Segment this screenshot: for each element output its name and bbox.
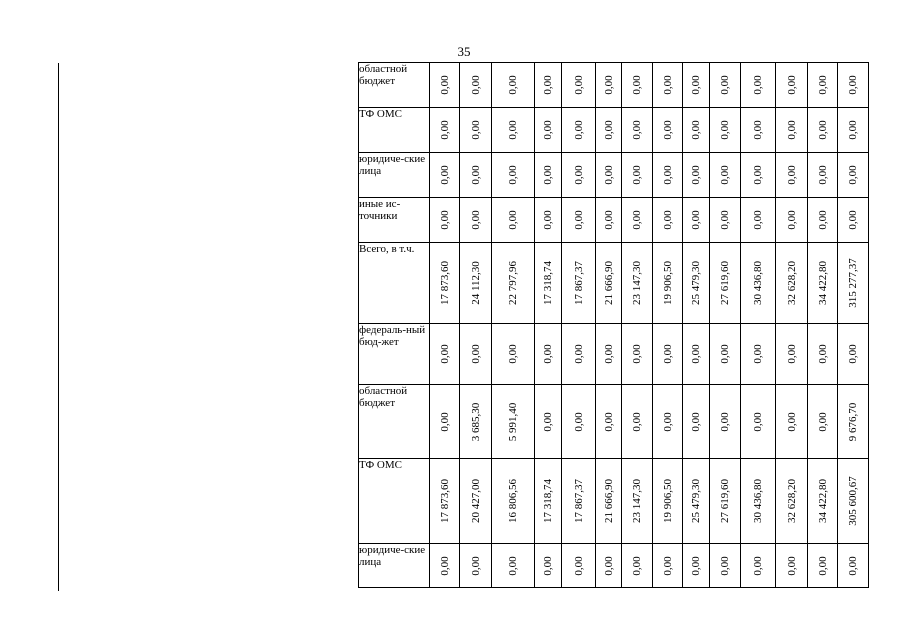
value-text: 0,00 [572,165,585,185]
value-text: 0,00 [542,120,554,140]
value-text: 0,00 [438,210,451,230]
value-text: 0,00 [847,75,859,95]
value-cell [653,153,683,198]
value-text: 0,00 [752,75,764,95]
value-cell [653,243,683,324]
value-text: 0,00 [438,411,451,432]
value-text: 0,00 [847,555,859,576]
value-text: 25 479,30 [690,261,702,305]
value-text: 0,00 [572,411,585,432]
value-cell [562,153,596,198]
value-cell [710,385,741,459]
row-label: областной бюджет [359,385,430,459]
value-text: 0,00 [542,555,554,576]
value-cell [838,243,869,324]
value-cell [430,108,460,153]
value-cell [622,243,653,324]
value-cell [596,108,622,153]
value-cell [741,108,776,153]
value-cell [596,198,622,243]
value-cell [776,544,808,588]
value-cell [596,153,622,198]
value-cell [741,324,776,385]
value-cell [653,544,683,588]
value-cell [492,63,535,108]
value-text: 32 628,20 [785,261,798,305]
value-cell [535,385,562,459]
value-text: 0,00 [719,411,731,432]
margin-line [58,63,59,591]
value-cell [596,63,622,108]
value-cell [776,108,808,153]
value-cell [430,243,460,324]
value-text: 0,00 [816,555,829,576]
value-cell [535,324,562,385]
value-text: 0,00 [602,411,615,432]
value-text: 0,00 [752,555,764,576]
value-cell [776,198,808,243]
value-cell [710,324,741,385]
value-cell [460,153,492,198]
value-cell [562,63,596,108]
value-cell [535,459,562,544]
value-cell [460,63,492,108]
value-cell [653,198,683,243]
value-text: 19 906,50 [661,261,674,305]
value-cell [535,153,562,198]
row-label: иные ис-точники [359,198,430,243]
value-cell [492,385,535,459]
value-text: 0,00 [661,165,674,185]
value-cell [492,324,535,385]
value-text: 0,00 [661,120,674,140]
value-text: 0,00 [507,75,519,95]
row-label: юридиче-ские лица [359,153,430,198]
value-cell [535,243,562,324]
value-cell [562,324,596,385]
value-text: 0,00 [438,120,451,140]
value-text: 0,00 [631,120,643,140]
value-cell [460,324,492,385]
value-text: 17 867,37 [572,479,585,523]
value-cell [776,459,808,544]
value-text: 0,00 [507,210,519,230]
value-text: 0,00 [542,411,554,432]
value-text: 0,00 [785,344,798,364]
value-cell [430,385,460,459]
value-text: 27 619,60 [719,261,731,305]
value-text: 0,00 [542,165,554,185]
value-text: 0,00 [602,344,615,364]
value-cell [492,459,535,544]
value-cell [683,544,710,588]
value-cell [683,108,710,153]
table-row [359,108,869,153]
table-row [359,324,869,385]
value-cell [596,243,622,324]
value-cell [492,108,535,153]
value-text: 0,00 [661,344,674,364]
value-cell [622,324,653,385]
value-text: 0,00 [469,120,482,140]
value-text: 0,00 [507,555,519,576]
value-text: 0,00 [469,555,482,576]
value-text: 0,00 [690,344,702,364]
value-cell [622,544,653,588]
value-cell [562,108,596,153]
value-text: 0,00 [438,555,451,576]
value-text: 21 666,90 [602,261,615,305]
value-cell [430,459,460,544]
value-cell [710,544,741,588]
value-cell [683,153,710,198]
value-text: 0,00 [785,120,798,140]
value-cell [776,153,808,198]
value-text: 0,00 [785,75,798,95]
value-text: 0,00 [785,165,798,185]
value-text: 0,00 [602,120,615,140]
value-text: 25 479,30 [690,479,702,523]
value-text: 0,00 [690,120,702,140]
value-cell [460,198,492,243]
value-cell [838,324,869,385]
table-row [359,63,869,108]
value-cell [430,198,460,243]
value-cell [460,243,492,324]
value-cell [535,108,562,153]
value-text: 17 318,74 [542,261,554,305]
row-label: юридиче-ские лица [359,544,430,588]
value-text: 5 991,40 [507,402,519,441]
value-text: 0,00 [785,555,798,576]
value-cell [838,63,869,108]
value-cell [460,108,492,153]
value-text: 0,00 [542,75,554,95]
value-text: 24 112,30 [469,261,482,305]
row-label: областной бюджет [359,63,430,108]
value-cell [683,324,710,385]
value-cell [460,544,492,588]
value-text: 0,00 [847,344,859,364]
value-text: 0,00 [690,165,702,185]
value-text: 9 676,70 [847,402,859,441]
value-text: 0,00 [690,555,702,576]
value-cell [838,544,869,588]
value-text: 0,00 [631,165,643,185]
value-cell [838,459,869,544]
value-cell [808,108,838,153]
value-text: 0,00 [469,165,482,185]
value-text: 22 797,96 [507,261,519,305]
value-cell [562,459,596,544]
value-text: 0,00 [816,75,829,95]
value-cell [653,108,683,153]
value-cell [838,385,869,459]
value-text: 0,00 [572,344,585,364]
value-text: 0,00 [572,120,585,140]
value-text: 0,00 [816,210,829,230]
value-cell [622,108,653,153]
value-cell [492,198,535,243]
value-text: 0,00 [631,210,643,230]
value-cell [808,544,838,588]
value-cell [430,153,460,198]
value-cell [460,385,492,459]
value-cell [535,63,562,108]
value-text: 0,00 [785,411,798,432]
value-text: 315 277,37 [847,258,859,308]
value-text: 0,00 [661,75,674,95]
value-cell [430,63,460,108]
value-text: 34 422,80 [816,261,829,305]
value-cell [683,63,710,108]
value-text: 0,00 [631,555,643,576]
row-label: федераль-ный бюд-жет [359,324,430,385]
value-cell [562,243,596,324]
value-cell [683,243,710,324]
value-text: 16 806,56 [507,479,519,523]
value-cell [710,459,741,544]
value-cell [741,63,776,108]
value-text: 0,00 [661,210,674,230]
value-text: 0,00 [719,344,731,364]
table-row [359,243,869,324]
value-text: 0,00 [661,411,674,432]
value-cell [838,198,869,243]
value-cell [710,153,741,198]
value-text: 0,00 [719,555,731,576]
value-text: 19 906,50 [661,479,674,523]
value-cell [562,198,596,243]
value-cell [776,63,808,108]
value-text: 17 873,60 [438,261,451,305]
value-cell [430,544,460,588]
value-cell [492,153,535,198]
value-text: 0,00 [719,120,731,140]
value-text: 0,00 [542,344,554,364]
value-text: 0,00 [752,411,764,432]
value-cell [808,198,838,243]
value-text: 23 147,30 [631,261,643,305]
value-text: 0,00 [690,411,702,432]
value-text: 0,00 [438,75,451,95]
value-cell [492,243,535,324]
value-text: 0,00 [719,75,731,95]
value-text: 0,00 [816,120,829,140]
value-cell [596,385,622,459]
value-cell [622,385,653,459]
value-text: 0,00 [816,165,829,185]
value-text: 0,00 [690,210,702,230]
table-row [359,544,869,588]
value-cell [808,243,838,324]
value-cell [622,63,653,108]
value-text: 17 867,37 [572,261,585,305]
value-cell [683,459,710,544]
value-cell [622,198,653,243]
value-text: 0,00 [572,75,585,95]
value-cell [741,385,776,459]
value-cell [710,63,741,108]
value-cell [653,324,683,385]
row-label: ТФ ОМС [359,108,430,153]
value-cell [741,243,776,324]
value-cell [838,153,869,198]
value-text: 0,00 [602,555,615,576]
value-text: 0,00 [816,344,829,364]
value-text: 0,00 [719,165,731,185]
value-cell [653,459,683,544]
value-cell [430,324,460,385]
value-text: 0,00 [438,344,451,364]
value-text: 0,00 [507,165,519,185]
value-cell [808,385,838,459]
value-cell [808,324,838,385]
value-text: 0,00 [542,210,554,230]
value-text: 0,00 [690,75,702,95]
value-text: 0,00 [631,411,643,432]
value-cell [710,198,741,243]
value-cell [776,243,808,324]
value-text: 27 619,60 [719,479,731,523]
value-text: 0,00 [602,165,615,185]
value-cell [776,385,808,459]
value-text: 0,00 [847,210,859,230]
value-text: 0,00 [572,555,585,576]
row-label: ТФ ОМС [359,459,430,544]
value-cell [596,544,622,588]
value-cell [710,108,741,153]
page-number: 35 [457,44,471,59]
value-cell [808,459,838,544]
value-cell [492,544,535,588]
value-text: 0,00 [752,344,764,364]
value-cell [596,459,622,544]
value-text: 0,00 [469,210,482,230]
value-cell [710,243,741,324]
value-text: 0,00 [602,75,615,95]
value-cell [838,108,869,153]
budget-table [358,62,869,588]
value-text: 0,00 [752,210,764,230]
value-text: 34 422,80 [816,479,829,523]
value-text: 0,00 [847,120,859,140]
value-cell [653,385,683,459]
value-cell [622,153,653,198]
value-text: 30 436,80 [752,479,764,523]
value-text: 30 436,80 [752,261,764,305]
value-cell [741,544,776,588]
table-row [359,459,869,544]
value-cell [535,544,562,588]
value-text: 0,00 [719,210,731,230]
value-text: 305 600,67 [847,476,859,526]
value-cell [808,153,838,198]
value-cell [596,324,622,385]
value-text: 20 427,00 [469,479,482,523]
value-cell [622,459,653,544]
value-cell [741,153,776,198]
value-text: 0,00 [785,210,798,230]
value-cell [741,459,776,544]
value-text: 23 147,30 [631,479,643,523]
value-text: 17 873,60 [438,479,451,523]
value-text: 0,00 [631,344,643,364]
value-text: 0,00 [602,210,615,230]
value-text: 0,00 [847,165,859,185]
value-text: 3 685,30 [469,402,482,441]
row-label: Всего, в т.ч. [359,243,430,324]
value-cell [683,198,710,243]
value-text: 0,00 [752,165,764,185]
value-cell [808,63,838,108]
value-text: 32 628,20 [785,479,798,523]
value-cell [653,63,683,108]
value-cell [683,385,710,459]
value-text: 0,00 [469,75,482,95]
value-text: 0,00 [469,344,482,364]
value-cell [460,459,492,544]
value-text: 0,00 [438,165,451,185]
value-cell [741,198,776,243]
value-text: 0,00 [816,411,829,432]
value-cell [776,324,808,385]
table-row [359,153,869,198]
value-text: 0,00 [507,344,519,364]
value-text: 17 318,74 [542,479,554,523]
value-text: 0,00 [631,75,643,95]
value-cell [562,544,596,588]
table-row [359,198,869,243]
value-text: 0,00 [752,120,764,140]
value-text: 21 666,90 [602,479,615,523]
value-text: 0,00 [572,210,585,230]
value-cell [535,198,562,243]
table-row [359,385,869,459]
value-text: 0,00 [661,555,674,576]
value-text: 0,00 [507,120,519,140]
value-cell [562,385,596,459]
